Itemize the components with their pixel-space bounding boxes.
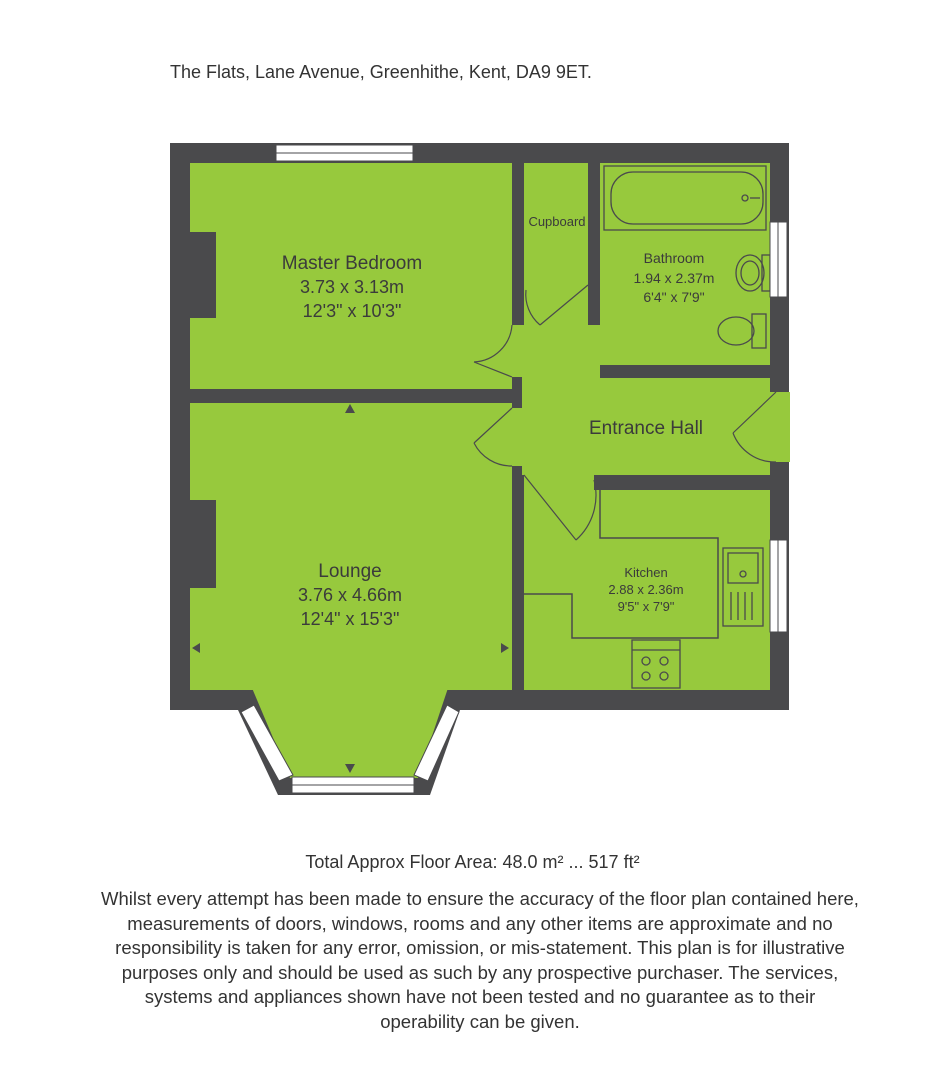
- room-cupboard: [524, 163, 588, 325]
- address-title: The Flats, Lane Avenue, Greenhithe, Kent, DA9 9ET.: [170, 62, 592, 82]
- kitchen-metric: 2.88 x 2.36m: [608, 582, 684, 597]
- total-floor-area: Total Approx Floor Area: 48.0 m² ... 517 ft²: [305, 852, 640, 872]
- room-lounge: [190, 403, 512, 690]
- lounge-metric: 3.76 x 4.66m: [297, 585, 403, 605]
- door-gap-front: [768, 392, 790, 462]
- kitchen-name: Kitchen: [624, 565, 668, 580]
- master-bedroom-metric: 3.73 x 3.13m: [299, 277, 405, 297]
- kitchen-imperial: 9'5" x 7'9": [617, 599, 675, 614]
- master-bedroom-name: Master Bedroom: [281, 253, 423, 274]
- room-master-bedroom: [190, 163, 512, 389]
- cupboard-name: Cupboard: [528, 214, 586, 229]
- bathroom-imperial: 6'4" x 7'9": [643, 289, 705, 305]
- entrance-hall-name: Entrance Hall: [588, 418, 704, 439]
- lounge-imperial: 12'4" x 15'3": [300, 609, 400, 629]
- door-gap-kitchen: [524, 473, 594, 492]
- lounge-name: Lounge: [318, 561, 382, 582]
- master-bedroom-imperial: 12'3" x 10'3": [302, 301, 402, 321]
- disclaimer: Whilst every attempt has been made to ensure the accuracy of the floor plan contained here, measurements of doors, windows, rooms and any other items are approximate and no responsibility is taken for any error, omission, or mis-statement. This plan is for illustrative purposes only and should be used as such by any prospective purchaser. The services, systems and appliances shown have not been tested and no guarantee as to their operability can be given.: [101, 888, 859, 1032]
- bathroom-name: Bathroom: [643, 250, 705, 266]
- door-gap-lounge: [510, 408, 526, 466]
- chimney-breast-bedroom: [190, 232, 216, 318]
- bathroom-metric: 1.94 x 2.37m: [633, 270, 715, 286]
- chimney-breast-lounge: [190, 500, 216, 588]
- door-gap-bedroom: [510, 325, 526, 377]
